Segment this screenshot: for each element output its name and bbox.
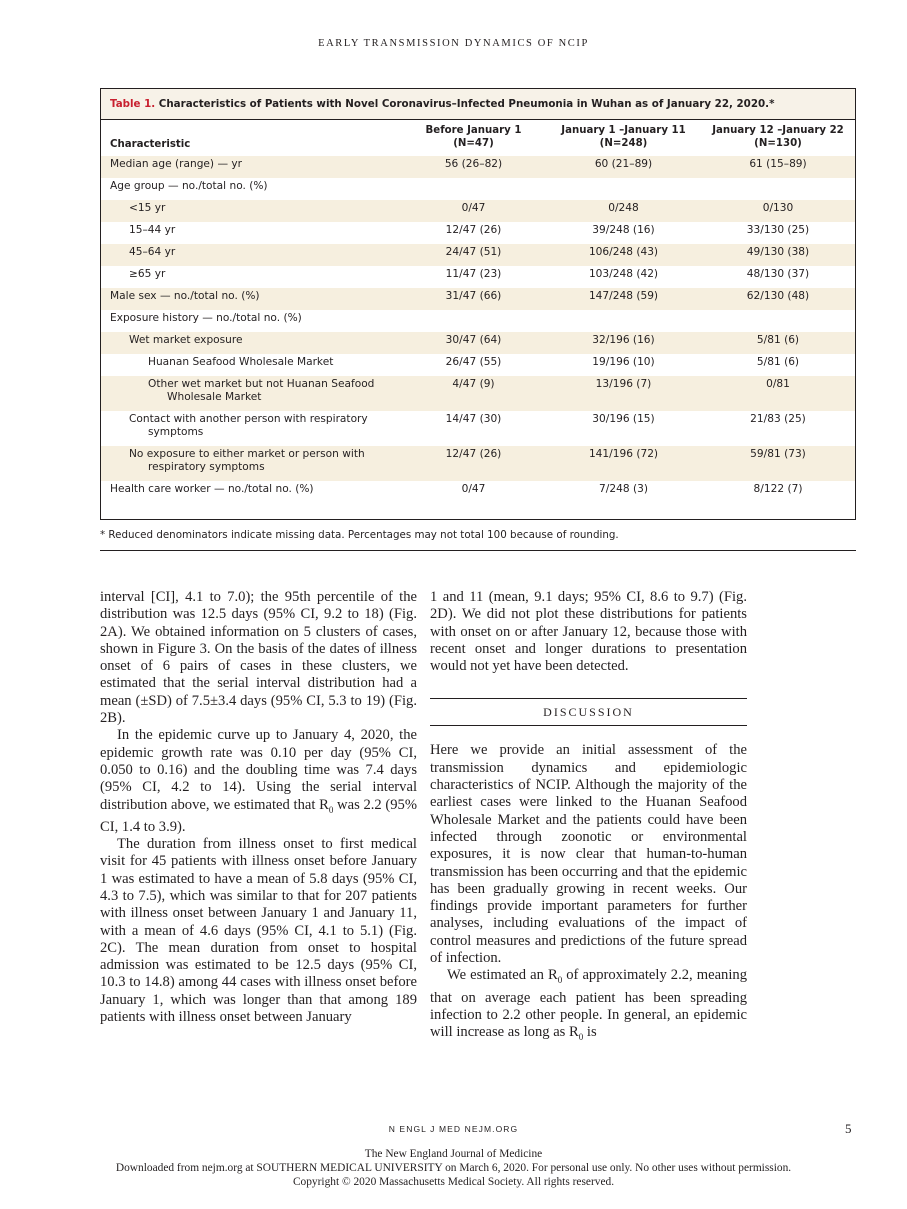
cell-value: 21/83 (25) xyxy=(750,413,806,425)
table-body xyxy=(101,156,855,503)
paragraph: In the epidemic curve up to January 4, 2020, the epidemic growth rate was 0.10 per day (95% CI, 0.050 to 0.16) and the doubling time was 7.4 days (95% CI, 4.2 to 14). Using the serial interval distribution above, we estimated that $R_0$ was 2.2 (95% CI, 1.4 to 3.9). xyxy=(100,727,418,835)
row-label: Other wet market but not Huanan Seafood Wholesale Market xyxy=(101,376,401,411)
cell-value: 30/47 (64) xyxy=(401,332,546,354)
cell-value: 5/81 (6) xyxy=(701,332,855,354)
cell-value: 13/196 (7) xyxy=(546,376,701,411)
cell-value: 7/248 (3) xyxy=(599,483,648,495)
footer-journal-line: N ENGL J MED NEJM.ORG xyxy=(388,1124,519,1134)
row-label: Wet market exposure xyxy=(101,332,401,354)
row-label: ≥65 yr xyxy=(129,268,166,280)
cell-value: 60 (21–89) xyxy=(546,156,701,178)
table-row xyxy=(101,481,855,503)
table-row xyxy=(101,266,855,288)
cell-value: 8/122 (7) xyxy=(753,483,803,495)
cell-value: 32/196 (16) xyxy=(546,332,701,354)
table-row xyxy=(101,156,855,178)
cell-value xyxy=(401,178,546,200)
row-label: Health care worker — no./total no. (%) xyxy=(110,483,314,495)
cell-value: 11/47 (23) xyxy=(445,268,502,280)
cell-value: 19/196 (10) xyxy=(592,356,655,368)
header-characteristic: Characteristic xyxy=(110,139,191,150)
row-label: Huanan Seafood Wholesale Market xyxy=(148,356,334,368)
cell-value: 0/130 xyxy=(701,200,855,222)
paragraph: interval [CI], 4.1 to 7.0); the 95th percentile of the distribution was 12.5 days (95% CI, 9.2 to 18) (Fig. 2A). We obtained information on 5 clusters of cases, shown in Figure 3. On the basis of the dates of illness onset of 6 pairs of cases in these clusters, we estimated that the serial interval distribution had a mean (±SD) of 7.5±3.4 days (95% CI, 5.3 to 19) (Fig. 2B). xyxy=(100,589,417,727)
paragraph: Here we provide an initial assessment of the transmission dynamics and epidemiologic characteristics of NCIP. Although the majority of the earliest cases were linked to the Huanan Seafood Wholesale Market and the patients could have been infected through zoonotic or environmental exposures, it is now clear that human-to-human transmission has been occurring and that the epidemic has been gradually growing in recent weeks. Our findings provide important parameters for further analyses, including evaluations of the impact of control measures and predictions of the future spread of infection. xyxy=(430,742,747,967)
table-row xyxy=(101,354,855,376)
table-row xyxy=(101,244,855,266)
body-column-right xyxy=(430,589,747,1046)
table-row xyxy=(101,288,855,310)
cell-value: 5/81 (6) xyxy=(756,356,800,368)
cell-value: 30/196 (15) xyxy=(592,413,655,425)
footer-copyright: Copyright © 2020 Massachusetts Medical Society. All rights reserved. xyxy=(292,1176,615,1188)
cell-value: 59/81 (73) xyxy=(701,446,855,481)
header-before-jan-1: Before January 1 (N=47) xyxy=(425,125,522,149)
cell-value: 106/248 (43) xyxy=(546,244,701,266)
paragraph: The duration from illness onset to first medical visit for 45 patients with illness onset before January 1 was estimated to have a mean of 5.8 days (95% CI, 4.3 to 7.5), which was similar to that for 207 patients with illness onset between January 1 and January 11, with a mean of 4.6 days (95% CI, 4.1 to 5.1) (Fig. 2C). The mean duration from onset to hospital admission was estimated to be 12.5 days (95% CI, 10.3 to 14.8) among 44 cases with illness onset before January 1, which was longer than that among 189 patients with illness onset between January xyxy=(100,836,417,1026)
row-label: Age group — no./total no. (%) xyxy=(110,180,268,192)
running-head: EARLY TRANSMISSION DYNAMICS OF NCIP xyxy=(318,38,589,49)
table-row xyxy=(101,376,855,411)
table-label: Table 1. xyxy=(110,98,156,110)
cell-value xyxy=(401,310,546,332)
row-label: Contact with another person with respiratory symptoms xyxy=(129,413,368,438)
table-row xyxy=(101,310,855,332)
row-label: <15 yr xyxy=(101,200,401,222)
table-row xyxy=(101,332,855,354)
cell-value: 33/130 (25) xyxy=(746,224,810,236)
cell-value: 56 (26–82) xyxy=(401,156,546,178)
cell-value: 0/248 xyxy=(546,200,701,222)
cell-value: 0/47 xyxy=(401,200,546,222)
paragraph: We estimated an $R_0$ of approximately 2.2, meaning that on average each patient has been spreading infection to 2.2 other people. In general, an epidemic will increase as long as $R_0$ is xyxy=(430,967,747,1043)
table-bottom-rule xyxy=(100,550,856,551)
cell-value: 48/130 (37) xyxy=(746,268,810,280)
footer-journal-name: The New England Journal of Medicine xyxy=(364,1148,543,1160)
row-label: 45–64 yr xyxy=(101,244,401,266)
table-row xyxy=(101,222,855,244)
header-jan-1-11: January 1 –January 11 (N=248) xyxy=(561,125,686,149)
cell-value: 141/196 (72) xyxy=(546,446,701,481)
cell-value: 49/130 (38) xyxy=(701,244,855,266)
table-header-row xyxy=(101,120,855,156)
cell-value xyxy=(546,310,701,332)
cell-value xyxy=(546,178,701,200)
characteristics-table xyxy=(101,120,855,503)
cell-value: 0/47 xyxy=(461,483,486,495)
cell-value: 39/248 (16) xyxy=(592,224,655,236)
table-row xyxy=(101,411,855,446)
table-row xyxy=(101,446,855,481)
cell-value: 62/130 (48) xyxy=(701,288,855,310)
footer-download-line: Downloaded from nejm.org at SOUTHERN MEDICAL UNIVERSITY on March 6, 2020. For personal use only. No other uses without permission. xyxy=(115,1162,792,1174)
cell-value xyxy=(701,178,855,200)
row-label: Male sex — no./total no. (%) xyxy=(101,288,401,310)
cell-value: 31/47 (66) xyxy=(401,288,546,310)
cell-value xyxy=(701,310,855,332)
row-label: Median age (range) — yr xyxy=(101,156,401,178)
cell-value: 103/248 (42) xyxy=(588,268,659,280)
table-row xyxy=(101,178,855,200)
cell-value: 12/47 (26) xyxy=(445,224,502,236)
cell-value: 0/81 xyxy=(701,376,855,411)
table-title-text: Characteristics of Patients with Novel Coronavirus–Infected Pneumonia in Wuhan as of January 22, 2020.* xyxy=(158,98,775,110)
row-label: Exposure history — no./total no. (%) xyxy=(110,312,302,324)
row-label: 15–44 yr xyxy=(129,224,176,236)
table-title xyxy=(101,89,855,120)
cell-value: 26/47 (55) xyxy=(445,356,502,368)
cell-value: 12/47 (26) xyxy=(401,446,546,481)
page-number: 5 xyxy=(845,1121,852,1136)
row-label: No exposure to either market or person with respiratory symptoms xyxy=(101,446,401,481)
paragraph: 1 and 11 (mean, 9.1 days; 95% CI, 8.6 to 9.7) (Fig. 2D). We did not plot these distributions for patients with onset on or after January 12, because those with recent onset and longer durations to presentation would not yet have been detected. xyxy=(430,589,747,675)
header-jan-12-22: January 12 –January 22 (N=130) xyxy=(712,125,844,149)
cell-value: 61 (15–89) xyxy=(701,156,855,178)
table-footnote: * Reduced denominators indicate missing data. Percentages may not total 100 because of rounding. xyxy=(100,529,619,541)
cell-value: 4/47 (9) xyxy=(401,376,546,411)
body-column-left xyxy=(100,589,417,1026)
cell-value: 14/47 (30) xyxy=(445,413,502,425)
cell-value: 24/47 (51) xyxy=(401,244,546,266)
table-1 xyxy=(100,88,856,520)
section-heading-discussion: DISCUSSION xyxy=(430,698,747,726)
table-row xyxy=(101,200,855,222)
cell-value: 147/248 (59) xyxy=(546,288,701,310)
